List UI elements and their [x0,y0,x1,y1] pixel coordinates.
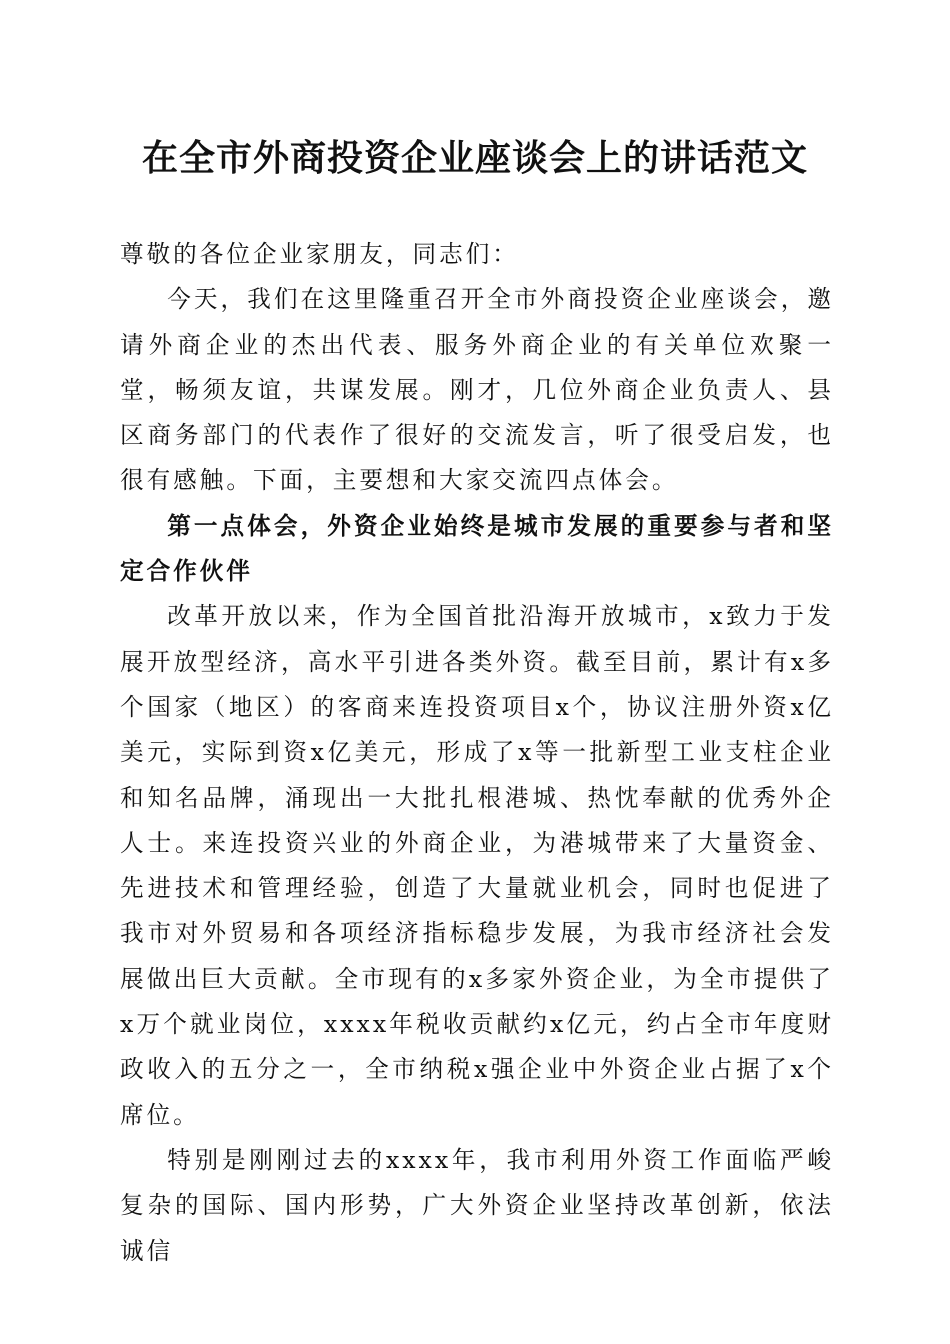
salutation: 尊敬的各位企业家朋友，同志们： [120,240,519,268]
paragraph-past-year: 特别是刚刚过去的xxxx年，我市利用外资工作面临严峻复杂的国际、国内形势，广大外资企业坚持改革创新，依法诚信 [120,1145,834,1265]
section-heading-first-point: 第一点体会，外资企业始终是城市发展的重要参与者和坚定合作伙伴 [120,511,834,586]
paragraph-reform-opening: 改革开放以来，作为全国首批沿海开放城市，x致力于发展开放型经济，高水平引进各类外资。截至目前，累计有x多个国家（地区）的客商来连投资项目x个，协议注册外资x亿美元，实际到资x亿美元，形成了x等一批新型工业支柱企业和知名品牌，涌现出一大批扎根港城、热忱奉献的优秀外企人士。来连投资兴业的外商企业，为港城带来了大量资金、先进技术和管理经验，创造了大量就业机会，同时也促进了我市对外贸易和各项经济指标稳步发展，为我市经济社会发展做出巨大贡献。全市现有的x多家外资企业，为全市提供了x万个就业岗位，xxxx年税收贡献约x亿元，约占全市年度财政收入的五分之一，全市纳税x强企业中外资企业占据了x个席位。 [120,602,834,1129]
paragraph-opening: 今天，我们在这里隆重召开全市外商投资企业座谈会，邀请外商企业的杰出代表、服务外商企业的有关单位欢聚一堂，畅须友谊，共谋发展。刚才，几位外商企业负责人、县区商务部门的代表作了很好的交流发言，听了很受启发，也很有感触。下面，主要想和大家交流四点体会。 [120,285,834,495]
document-title: 在全市外商投资企业座谈会上的讲话范文 [141,137,808,179]
document-body [120,232,834,1274]
